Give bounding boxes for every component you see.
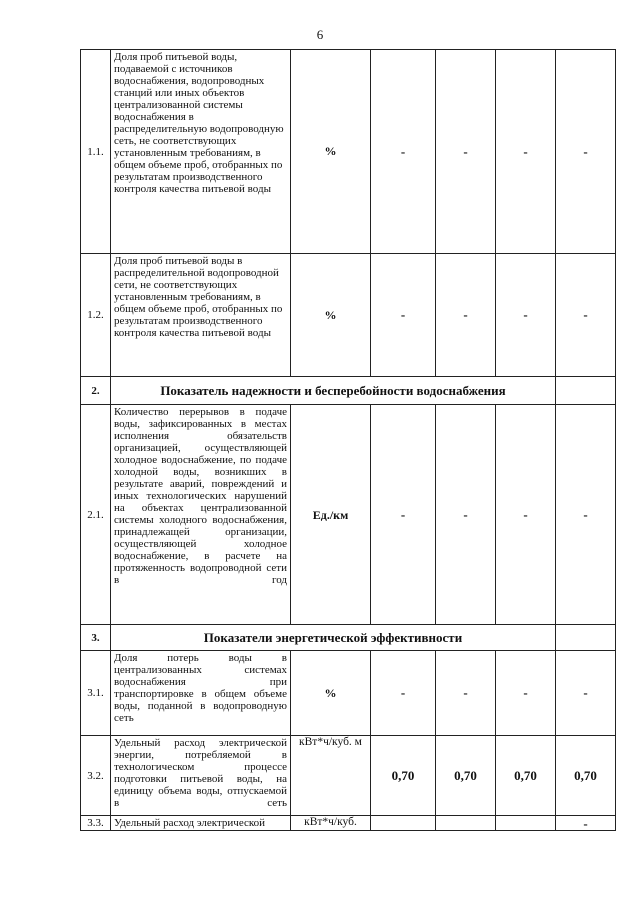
indicators-table [80, 49, 616, 831]
unit-cell: Ед./км [291, 405, 371, 625]
section-number: 2. [81, 377, 111, 405]
indicator-description: Количество перерывов в подаче воды, зафиксированных в местах исполнения обязательств организацией, осуществляющей холодное водоснабжение, по подаче холодной воды, возникших в результате аварий, повреждений и иных технологических нарушений на объектах централизованной системы холодного водоснабжения, принадлежащей организации, осуществляющей холодное водоснабжение, в расчете на протяженность водопроводной сети в год [111, 405, 291, 625]
value-cell: - [496, 405, 556, 625]
unit-cell: % [291, 50, 371, 254]
empty-cell [556, 377, 616, 405]
unit-cell: кВт*ч/куб. м [291, 736, 371, 816]
indicator-description: Удельный расход электрической энергии, потребляемой в технологическом процессе подготовки питьевой воды, на единицу объема воды, отпускаемой в сеть [111, 736, 291, 816]
table-row [81, 736, 616, 816]
indicator-description: Доля проб питьевой воды, подаваемой с источников водоснабжения, водопроводных станций или иных объектов централизованной системы водоснабжения в распределительную водопроводную сеть, не соответствующих установленным требованиям, в общем объеме проб, отобранных по результатам производственного контроля качества питьевой воды [111, 50, 291, 254]
value-cell: - [556, 816, 616, 831]
value-cell [436, 816, 496, 831]
table-row [81, 254, 616, 377]
indicator-description: Доля проб питьевой воды в распределительной водопроводной сети, не соответствующих установленным требованиям, в общем объеме проб, отобранных по результатам производственного контроля качества питьевой воды [111, 254, 291, 377]
value-cell: - [556, 50, 616, 254]
section-title: Показатели энергетической эффективности [111, 625, 556, 651]
value-cell: - [371, 254, 436, 377]
value-cell: 0,70 [436, 736, 496, 816]
row-number: 1.2. [81, 254, 111, 377]
value-cell [371, 816, 436, 831]
table-row [81, 816, 616, 831]
row-number: 3.1. [81, 651, 111, 736]
row-number: 1.1. [81, 50, 111, 254]
page-number: 6 [316, 27, 324, 42]
row-number: 3.2. [81, 736, 111, 816]
value-cell: - [556, 254, 616, 377]
value-cell: - [496, 254, 556, 377]
unit-cell: кВт*ч/куб. [291, 816, 371, 831]
value-cell: - [556, 405, 616, 625]
value-cell: - [496, 50, 556, 254]
table-row [81, 651, 616, 736]
value-cell: 0,70 [496, 736, 556, 816]
section-row [81, 377, 616, 405]
value-cell [496, 816, 556, 831]
value-cell: - [436, 651, 496, 736]
table-row [81, 50, 616, 254]
value-cell: 0,70 [556, 736, 616, 816]
value-cell: - [556, 651, 616, 736]
section-title: Показатель надежности и бесперебойности водоснабжения [111, 377, 556, 405]
row-number: 3.3. [81, 816, 111, 831]
value-cell: - [436, 405, 496, 625]
table-row [81, 405, 616, 625]
section-row [81, 625, 616, 651]
value-cell: - [436, 254, 496, 377]
value-cell: - [496, 651, 556, 736]
indicator-description: Удельный расход электрической [111, 816, 291, 831]
unit-cell: % [291, 651, 371, 736]
row-number: 2.1. [81, 405, 111, 625]
value-cell: - [371, 50, 436, 254]
value-cell: - [371, 405, 436, 625]
indicator-description: Доля потерь воды в централизованных системах водоснабжения при транспортировке в общем объеме воды, поданной в водопроводную сеть [111, 651, 291, 736]
empty-cell [556, 625, 616, 651]
unit-cell: % [291, 254, 371, 377]
section-number: 3. [81, 625, 111, 651]
value-cell: - [436, 50, 496, 254]
value-cell: - [371, 651, 436, 736]
value-cell: 0,70 [371, 736, 436, 816]
